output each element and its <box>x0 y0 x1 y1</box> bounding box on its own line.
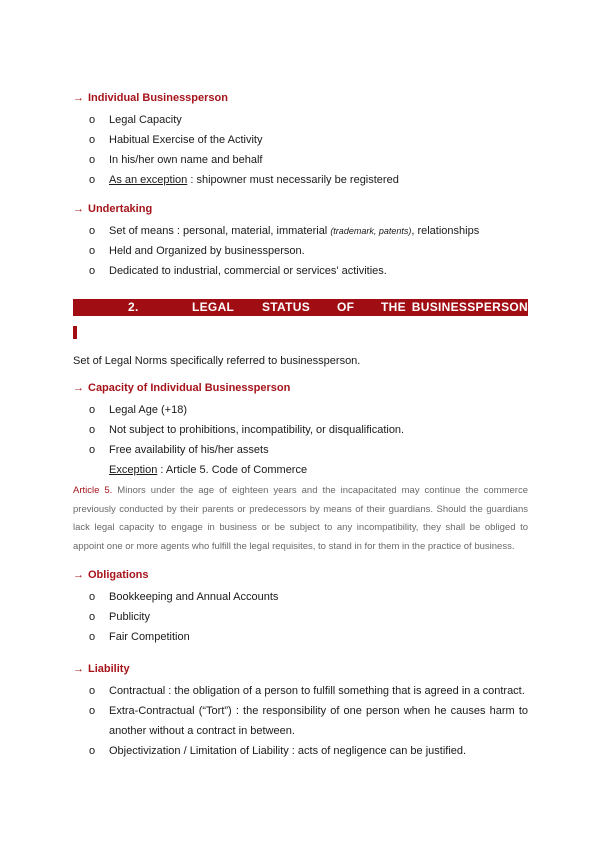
exception-text: : shipowner must necessarily be registered <box>187 174 399 186</box>
heading-text: Obligations <box>88 569 149 582</box>
heading-text: Undertaking <box>88 203 153 215</box>
exception-label: As an exception <box>109 174 188 186</box>
heading-text: Capacity of Individual Businessperson <box>88 382 291 394</box>
list-item-text: Free availability of his/her assets <box>109 444 269 456</box>
list-item <box>73 420 528 440</box>
list-individual <box>73 110 528 190</box>
heading-text: Liability <box>88 663 130 676</box>
heading-liability <box>73 662 528 676</box>
bullet-icon: o <box>89 444 96 456</box>
list-item <box>73 607 528 627</box>
band-word: LEGAL <box>192 300 235 314</box>
list-item <box>73 400 528 420</box>
arrow-icon: → <box>73 203 84 215</box>
list-item-text: In his/her own name and behalf <box>109 154 263 166</box>
list-item-text: Fair Competition <box>109 631 190 644</box>
bullet-icon: o <box>89 745 96 758</box>
bullet-icon: o <box>89 611 96 624</box>
list-item <box>73 221 528 241</box>
bullet-icon: o <box>89 134 96 146</box>
band-word: THE <box>381 300 406 314</box>
exception-line <box>73 460 528 480</box>
list-item <box>73 627 528 647</box>
bullet-icon: o <box>89 114 96 126</box>
list-item-text: , relationships <box>411 225 480 237</box>
bullet-icon: o <box>89 245 96 257</box>
list-item-text: Contractual : the obligation of a person to fulfill something that is agreed in a contract. <box>109 685 525 698</box>
arrow-icon: → <box>73 382 84 394</box>
exception-text: : Article 5. Code of Commerce <box>157 464 308 476</box>
band-word: OF <box>337 300 355 314</box>
bullet-icon: o <box>89 174 96 186</box>
bullet-icon: o <box>89 265 96 277</box>
list-item-text: Dedicated to industrial, commercial or services' activities. <box>109 265 387 277</box>
list-item <box>73 110 528 130</box>
list-item-text: Not subject to prohibitions, incompatibility, or disqualification. <box>109 424 405 436</box>
band-tail-marker <box>73 326 77 339</box>
list-item <box>73 681 528 701</box>
list-item-text: Legal Age (+18) <box>109 404 187 416</box>
bullet-icon: o <box>89 591 96 604</box>
article-text: Minors under the age of eighteen years and the incapacitated may continue the commerce previously conducted by their parents or predecessors by means of their guardians. Should the guardians lack legal capacity to engage in business or be subject to any incompatibility, they shall be obliged to appoint one or more agents who fulfill the legal requisites, to stand in for them in the practice of business. <box>73 485 528 552</box>
heading-obligations <box>73 568 528 582</box>
bullet-icon: o <box>89 225 96 237</box>
arrow-icon: → <box>73 663 84 676</box>
band-number: 2. <box>128 300 139 314</box>
list-item <box>73 261 528 281</box>
list-item <box>73 150 528 170</box>
list-item <box>73 170 528 190</box>
heading-undertaking <box>73 202 528 216</box>
list-item-text: Set of means : personal, material, immaterial <box>109 225 331 237</box>
section-heading-band <box>73 299 528 316</box>
list-item-text: Publicity <box>109 611 150 624</box>
band-word: STATUS <box>262 300 311 314</box>
bullet-icon: o <box>89 154 96 166</box>
list-item-text: Extra-Contractual (“Tort”) : the responsibility of one person when he causes harm to another without a contract in between. <box>109 705 528 738</box>
list-item-text: Legal Capacity <box>109 114 182 126</box>
arrow-icon: → <box>73 92 84 104</box>
heading-text: Individual Businessperson <box>88 92 228 104</box>
list-undertaking <box>73 221 528 281</box>
list-liability <box>73 681 528 761</box>
list-capacity <box>73 400 528 460</box>
heading-capacity <box>73 381 528 395</box>
exception-label: Exception <box>109 464 158 476</box>
list-item <box>73 741 528 761</box>
list-item-text: Habitual Exercise of the Activity <box>109 134 263 146</box>
arrow-icon: → <box>73 569 84 582</box>
list-item <box>73 130 528 150</box>
article-5-quote <box>73 482 528 556</box>
list-item <box>73 440 528 460</box>
list-item-text: Held and Organized by businessperson. <box>109 245 305 257</box>
intro-paragraph: Set of Legal Norms specifically referred to businessperson. <box>73 355 361 367</box>
document-page <box>73 91 528 761</box>
list-item <box>73 701 528 741</box>
band-word: BUSINESSPERSON <box>411 300 528 314</box>
bullet-icon: o <box>89 424 96 436</box>
bullet-icon: o <box>89 685 96 698</box>
list-item-text: Objectivization / Limitation of Liability : acts of negligence can be justified. <box>109 745 467 758</box>
list-item <box>73 587 528 607</box>
list-item-text: Bookkeeping and Annual Accounts <box>109 591 279 604</box>
bullet-icon: o <box>89 705 96 718</box>
bullet-icon: o <box>89 631 96 644</box>
heading-individual-businessperson <box>73 91 528 105</box>
article-label: Article 5. <box>73 485 113 496</box>
bullet-icon: o <box>89 404 96 416</box>
italic-note: (trademark, patents) <box>330 226 412 236</box>
list-obligations <box>73 587 528 647</box>
list-item <box>73 241 528 261</box>
